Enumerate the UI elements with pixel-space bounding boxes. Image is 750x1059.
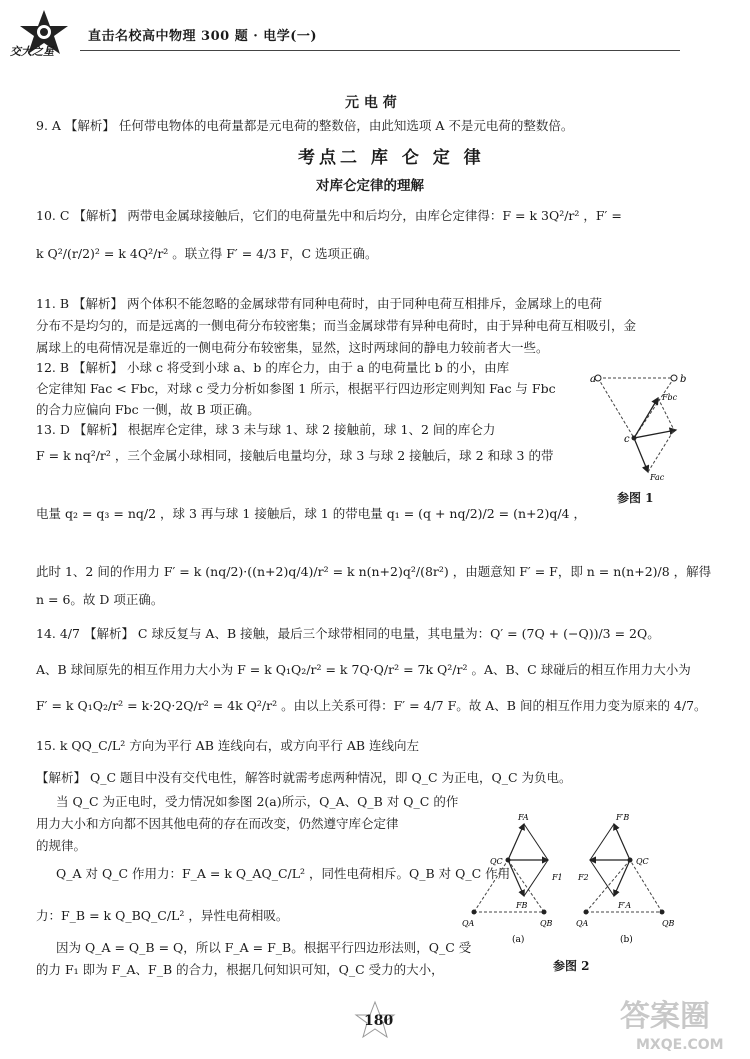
figure-2-force-diagrams bbox=[462, 800, 698, 950]
page-number: 180 bbox=[364, 1013, 394, 1029]
answer-14-line3: F′ = k Q₁Q₂/r² = k·2Q·2Q/r² = 4k Q²/r² 。由以上关系可得：F′ = 4/7 F。故 A、B 间的相互作用力变为原来的 4/7。 bbox=[36, 698, 707, 713]
fig1-label-fac: Fac bbox=[650, 473, 665, 482]
answer-13-line4: 此时 1、2 间的作用力 F′ = k (nq/2)·((n+2)q/4)/r² = k n(n+2)q²/(8r²) ，由题意知 F′ = F，即 n = n(n+2)/8 ，解得 bbox=[36, 564, 712, 579]
fig2b-label-f2: F2 bbox=[578, 873, 589, 882]
fig2a-label-qa: QA bbox=[462, 919, 475, 928]
answer-12-line1: 12. B 【解析】 小球 c 将受到小球 a、b 的库仑力，由于 a 的电荷量比 b 的小，由库 bbox=[36, 360, 510, 375]
fig2a-label-fa: FA bbox=[518, 813, 529, 822]
figure-1-caption: 参图 1 bbox=[617, 491, 654, 505]
answer-15-line2: 【解析】 Q_C 题目中没有交代电性，解答时就需考虑两种情况，即 Q_C 为正电，Q_C 为负电。 bbox=[36, 770, 572, 785]
answer-15-line9: 的力 F₁ 即为 F_A、F_B 的合力，根据几何知识可知，Q_C 受力的大小， bbox=[36, 962, 444, 977]
header-divider bbox=[80, 50, 680, 51]
answer-14-line2: A、B 球间原先的相互作用力大小为 F = k Q₁Q₂/r² = k 7Q·Q/r² = 7k Q²/r² 。A、B、C 球碰后的相互作用力大小为 bbox=[36, 662, 691, 677]
fig2-sub-b: (b) bbox=[620, 935, 633, 945]
answer-15-line5: 的规律。 bbox=[36, 838, 87, 853]
fig1-label-b: b bbox=[680, 374, 687, 385]
fig2a-label-f1: F1 bbox=[552, 873, 563, 882]
answer-15-line1: 15. k QQ_C/L² 方向为平行 AB 连线向右，或方向平行 AB 连线向左 bbox=[36, 738, 420, 753]
fig1-label-c: c bbox=[624, 434, 630, 445]
fig2b-label-qa: QA bbox=[576, 919, 589, 928]
answer-11-line1: 11. B 【解析】 两个体积不能忽略的金属球带有同种电荷时，由于同种电荷互相排斥，金属球上的电荷 bbox=[36, 296, 602, 311]
watermark-url: MXQE.COM bbox=[636, 1037, 724, 1053]
answer-11-line2: 分布不是均匀的，而是远离的一侧电荷分布较密集；而当金属球带有异种电荷时，由于异种电荷互相吸引，金 bbox=[36, 318, 637, 333]
answer-15-line8: 因为 Q_A = Q_B = Q，所以 F_A = F_B。根据平行四边形法则，Q_C 受 bbox=[56, 940, 472, 955]
fig2b-label-qb: QB bbox=[662, 919, 675, 928]
answer-9: 9. A 【解析】 任何带电物体的电荷量都是元电荷的整数倍，由此知选项 A 不是元电荷的整数倍。 bbox=[36, 118, 574, 133]
answer-15-line4: 用力大小和方向都不因其他电荷的存在而改变，仍然遵守库仑定律 bbox=[36, 816, 399, 831]
answer-15-line3: 当 Q_C 为正电时，受力情况如参图 2(a)所示，Q_A、Q_B 对 Q_C 的作 bbox=[56, 794, 459, 809]
answer-13-line5: n = 6。故 D 项正确。 bbox=[36, 592, 164, 607]
fig2b-label-fb1: F′B bbox=[616, 813, 630, 822]
fig2a-label-qb: QB bbox=[540, 919, 553, 928]
answer-13-line3: 电量 q₂ = q₃ = nq/2 ，球 3 再与球 1 接触后，球 1 的带电量 q₁ = (q + nq/2)/2 = (n+2)q/4 ， bbox=[36, 506, 586, 521]
answer-15-line7: 力：F_B = k Q_BQ_C/L² ，异性电荷相吸。 bbox=[36, 908, 289, 923]
section-title-elementary-charge: 元 电 荷 bbox=[345, 95, 397, 111]
answer-10-line1: 10. C 【解析】 两带电金属球接触后，它们的电荷量先中和后均分，由库仑定律得：F = k 3Q²/r² ，F′ = bbox=[36, 208, 622, 223]
book-title: 直击名校高中物理 300 题 · 电学(一) bbox=[88, 29, 318, 44]
topic-title-coulomb-law: 考点二 库 仑 定 律 bbox=[298, 148, 485, 168]
answer-14-line1: 14. 4/7 【解析】 C 球反复与 A、B 接触，最后三个球带相同的电量，其电量为：Q′ = (7Q + (−Q))/3 = 2Q。 bbox=[36, 626, 660, 641]
fig1-label-a: a bbox=[590, 374, 596, 385]
answer-15-line6: Q_A 对 Q_C 作用力：F_A = k Q_AQ_C/L² ，同性电荷相斥。Q_B 对 Q_C 作用 bbox=[56, 866, 511, 881]
subtopic-title: 对库仑定律的理解 bbox=[316, 178, 424, 194]
fig2a-label-qc: QC bbox=[490, 857, 503, 866]
fig2a-label-fb: FB bbox=[516, 901, 528, 910]
fig2b-label-qc: QC bbox=[636, 857, 649, 866]
watermark-logo-text: 答案圈 bbox=[620, 999, 710, 1034]
fig2-sub-a: (a) bbox=[512, 935, 525, 945]
answer-13-line2: F = k nq²/r² ，三个金属小球相同，接触后电量均分，球 3 与球 2 接触后，球 2 和球 3 的带 bbox=[36, 448, 554, 463]
fig2b-label-fa1: F′A bbox=[618, 901, 632, 910]
answer-13-line1: 13. D 【解析】 根据库仑定律，球 3 未与球 1、球 2 接触前，球 1、2 间的库仑力 bbox=[36, 422, 496, 437]
fig1-label-fbc: Fbc bbox=[662, 393, 678, 402]
answer-11-line3: 属球上的电荷情况是靠近的一侧电荷分布较密集，显然，这时两球间的静电力较前者大一些。 bbox=[36, 340, 549, 355]
figure-2-caption: 参图 2 bbox=[553, 959, 590, 973]
answer-10-line2: k Q²/(r/2)² = k 4Q²/r² 。联立得 F′ = 4/3 F，C 选项正确。 bbox=[36, 246, 378, 261]
answer-12-line2: 仑定律知 Fac < Fbc，对球 c 受力分析如参图 1 所示，根据平行四边形定则判知 Fac 与 Fbc bbox=[36, 381, 556, 396]
logo-text: 交大之星 bbox=[10, 45, 54, 58]
figure-1-force-diagram bbox=[588, 368, 708, 488]
answer-12-line3: 的合力应偏向 Fbc 一侧，故 B 项正确。 bbox=[36, 402, 260, 417]
